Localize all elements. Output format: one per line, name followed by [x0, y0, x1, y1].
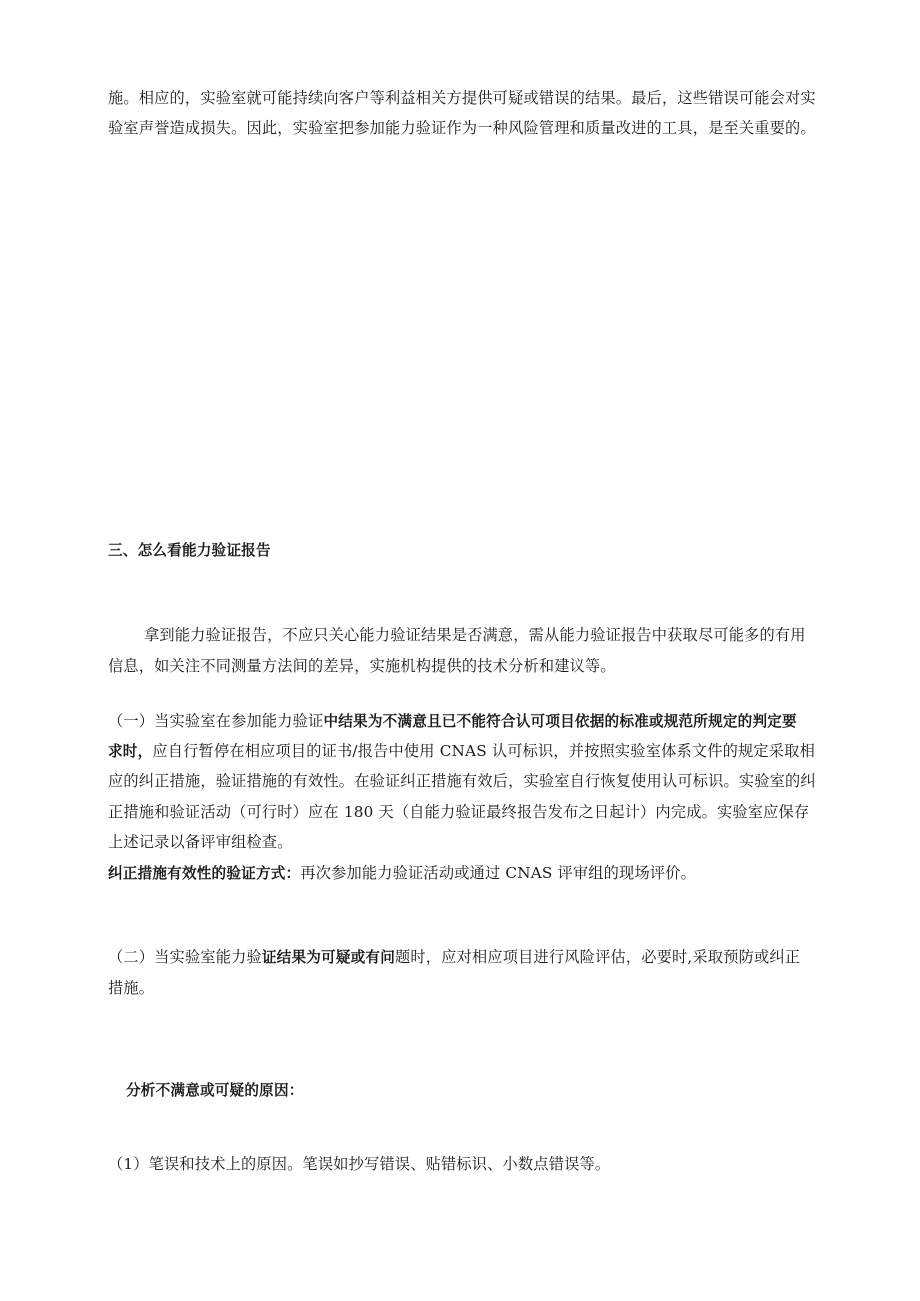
item-one-line-1-plain: （一）当实验室在参加能力验证	[108, 712, 324, 730]
paragraph-intro-line-2: 验室声誉造成损失。因此，实验室把参加能力验证作为一种风险管理和质量改进的工具，是至关重要的。	[108, 119, 816, 137]
paragraph-intro-line-1: 施。相应的，实验室就可能持续向客户等利益相关方提供可疑或错误的结果。最后，这些错误可能会对实	[108, 89, 816, 107]
verification-text: 再次参加能力验证活动或通过 CNAS 评审组的现场评价。	[300, 864, 696, 882]
item-one-line-2-bold: 求时，	[108, 743, 153, 760]
item-two-line-1-plain-a: （二）当实验室能力验	[108, 948, 262, 966]
item-one-line-1-bold: 中结果为不满意且已不能符合认可项目依据的标准或规范所规定的判定要	[323, 713, 797, 730]
item-one-line-3: 应的纠正措施，验证措施的有效性。在验证纠正措施有效后，实验室自行恢复使用认可标识。实验室的纠	[108, 772, 816, 790]
verification-label: 纠正措施有效性的验证方式：	[108, 865, 301, 882]
analysis-heading: 分析不满意或可疑的原因：	[126, 1082, 304, 1099]
item-one-line-5: 上述记录以备评审组检查。	[108, 833, 293, 851]
item-two-line-2: 措施。	[108, 979, 155, 997]
paragraph-report-line-2: 信息，如关注不同测量方法间的差异，实施机构提供的技术分析和建议等。	[108, 657, 616, 675]
item-one-line-1	[108, 711, 797, 732]
item-two-line-1-bold: 证结果为可疑或有问	[261, 949, 396, 966]
paragraph-report-line-1: 拿到能力验证报告，不应只关心能力验证结果是否满意，需从能力验证报告中获取尽可能多的有用	[144, 626, 806, 644]
cause-one-line: （1）笔误和技术上的原因。笔误如抄写错误、贴错标识、小数点错误等。	[108, 1155, 611, 1173]
section-heading: 三、怎么看能力验证报告	[108, 542, 271, 559]
item-two-line-1-plain-b: 题时，应对相应项目进行风险评估，必要时,采取预防或纠正	[395, 948, 801, 966]
item-one-line-2	[108, 741, 815, 762]
item-one-line-4: 正措施和验证活动（可行时）应在 180 天（自能力验证最终报告发布之日起计）内完成。实验室应保存	[108, 803, 810, 821]
item-one-line-2-plain: 应自行暂停在相应项目的证书/报告中使用 CNAS 认可标识，并按照实验室体系文件的规定采取相	[152, 742, 815, 760]
item-two-line-1	[108, 947, 800, 968]
verification-line	[108, 863, 696, 884]
